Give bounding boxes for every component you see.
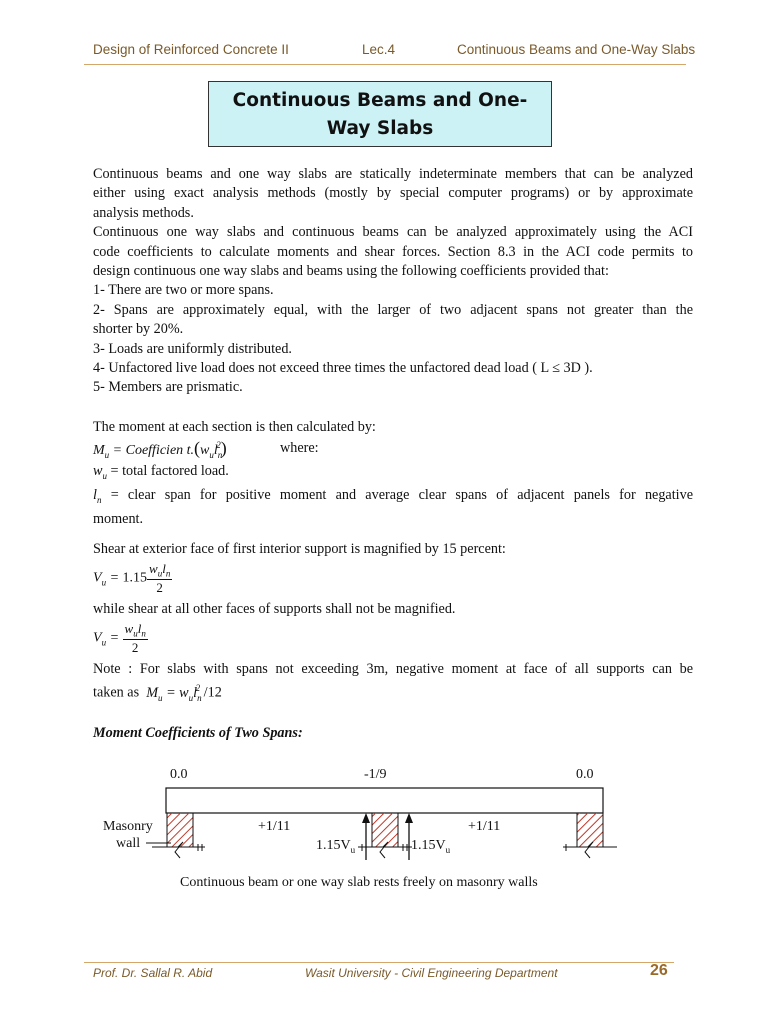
figure-caption: Continuous beam or one way slab rests freely on masonry walls — [180, 875, 538, 890]
text-line: Continuous beams and one way slabs are statically indeterminate members that can be analyzed — [93, 166, 693, 182]
beam — [166, 788, 603, 813]
header-lecture: Lec.4 — [362, 42, 396, 57]
header-course: Design of Reinforced Concrete II — [93, 42, 289, 57]
shear-arrow-left — [362, 813, 370, 860]
text-line: either using exact analysis methods (mostly by special computer programs) or by approximate — [93, 185, 693, 202]
wall-label: wall — [116, 836, 141, 851]
footer-divider — [84, 962, 674, 963]
span1-moment: +1/11 — [258, 819, 291, 834]
text-line: Continuous one way slabs and continuous beams can be analyzed approximately using the ACI — [93, 224, 693, 241]
right-support-moment: 0.0 — [576, 767, 594, 782]
left-support-moment: 0.0 — [170, 767, 188, 782]
footer-author: Prof. Dr. Sallal R. Abid — [93, 966, 213, 980]
note-line: Note : For slabs with spans not exceeding 3m, negative moment at face of all supports can be — [93, 661, 693, 677]
left-masonry-wall — [152, 813, 205, 858]
where-label: where: — [280, 440, 319, 456]
shear-equation-2: $V_u$ = $\frac{w_ul_n}{2}$ — [93, 621, 146, 655]
wu-definition: $w_u$ = total factored load. — [93, 463, 229, 481]
condition-item: 3- Loads are uniformly distributed. — [93, 340, 292, 357]
masonry-label: Masonry — [103, 819, 153, 834]
mid-support-moment: -1/9 — [364, 767, 387, 782]
text-line: Shear at exterior face of first interior support is magnified by 15 percent: — [93, 541, 506, 557]
text-line: design continuous one way slabs and beams using the following coefficients provided that: — [93, 263, 609, 280]
header-topic: Continuous Beams and One-Way Slabs — [457, 42, 696, 57]
right-masonry-wall — [563, 813, 617, 858]
condition-item: 1- There are two or more spans. — [93, 282, 274, 299]
text-line: analysis methods. — [93, 204, 194, 221]
title-line-2: Way Slabs — [326, 118, 434, 139]
text-line: The moment at each section is then calculated by: — [93, 419, 376, 435]
span2-moment: +1/11 — [468, 819, 501, 834]
footer-department: Wasit University - Civil Engineering Department — [305, 966, 558, 980]
shear-label-left: $1.15V_u$ — [316, 838, 356, 855]
ln-definition-cont: moment. — [93, 511, 144, 528]
moment-equation: $M_u$ = Coefficien $t.(w_ul_n^2)$ — [93, 438, 227, 460]
condition-item: 4- Unfactored live load does not exceed three times the unfactored dead load ( L ≤ 3D ). — [93, 360, 593, 377]
shear-equation-1: $V_u = 1.15$ $\frac{w_ul_n}{2}$ — [93, 561, 171, 595]
shear-label-right: $1.15V_u$ — [411, 838, 451, 855]
condition-item: 5- Members are prismatic. — [93, 379, 243, 396]
title-line-1: Continuous Beams and One- — [232, 90, 528, 111]
condition-item: 2- Spans are approximately equal, with the larger of two adjacent spans not greater than the — [93, 301, 693, 318]
text-line: code coefficients to calculate moments and shear forces. Section 8.3 in the ACI code permits to — [93, 243, 693, 260]
ln-definition: $l_n$ = clear span for positive moment and average clear spans of adjacent panels for negative — [93, 487, 694, 506]
condition-item: shorter by 20%. — [93, 321, 184, 338]
page-number: 26 — [650, 962, 668, 979]
text-line: while shear at all other faces of supports shall not be magnified. — [93, 601, 456, 617]
note-line: taken as $M_u = w_ul_n^2$ /12 — [93, 683, 222, 703]
figure-heading-text: Moment Coefficients of Two Spans: — [93, 725, 303, 741]
